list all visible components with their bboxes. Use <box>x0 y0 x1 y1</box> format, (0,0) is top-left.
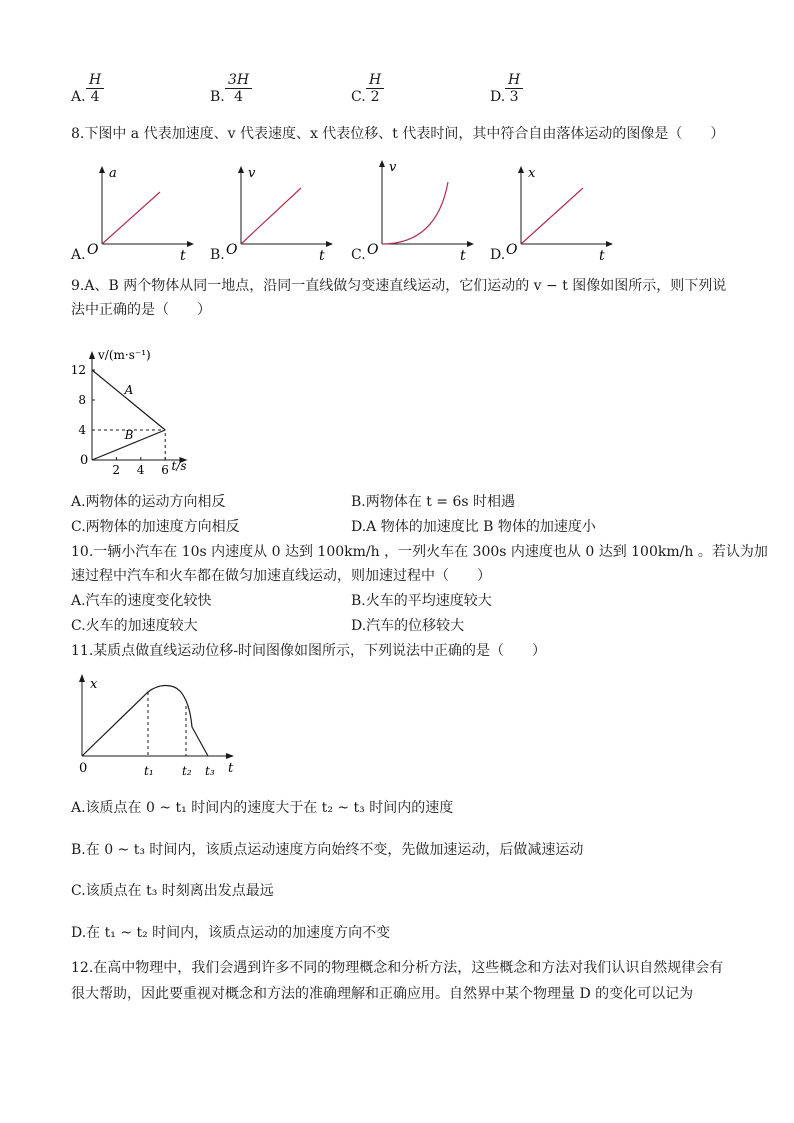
q7-option-d-fraction: $\frac{H}{3}$ <box>505 72 523 105</box>
q10-option-c[interactable]: C.火车的加速度较大 <box>71 618 198 634</box>
q11-option-d[interactable]: D.在 t₁ ~ t₂ 时间内，该质点运动的加速度方向不变 <box>71 925 391 941</box>
q9-y-tick-4: 4 <box>78 423 86 437</box>
q11-option-a[interactable]: A.该质点在 0 ~ t₁ 时间内的速度大于在 t₂ ~ t₃ 时间内的速度 <box>71 800 454 816</box>
q8-graph-d-origin: O <box>506 242 518 258</box>
q7-option-c-fraction: $\frac{H}{2}$ <box>366 72 384 105</box>
q11-xt-graph <box>70 672 250 782</box>
q10-option-b[interactable]: B.火车的平均速度较大 <box>351 593 492 609</box>
q9-option-b[interactable]: B.两物体在 t = 6s 时相遇 <box>351 494 515 510</box>
q10-option-d[interactable]: D.汽车的位移较大 <box>351 618 465 634</box>
q8-graph-c-label[interactable]: C. <box>351 247 366 263</box>
q12-line1: 12.在高中物理中，我们会遇到许多不同的物理概念和分析方法，这些概念和方法对我们认识自然规律会有 <box>71 960 724 976</box>
q9-x-tick-2: 2 <box>112 463 121 477</box>
q9-y-axis-arrow <box>89 351 95 359</box>
q8-graph-a <box>84 162 196 262</box>
q8-graph-b-y-axis-label: v <box>248 166 256 181</box>
q7-option-c-label[interactable]: C. <box>351 89 366 105</box>
q9-stem-line1: 9.A、B 两个物体从同一地点，沿同一直线做匀变速直线运动，它们运动的 v − t 图像如图所示，则下列说 <box>71 278 727 294</box>
q9-y-axis-label: v/(m·s⁻¹) <box>98 348 151 362</box>
q9-series-label-b: B <box>124 428 134 442</box>
q11-tick-t3: t₃ <box>205 764 215 778</box>
q11-option-c[interactable]: C.该质点在 t₃ 时刻离出发点最远 <box>71 883 274 899</box>
q10-option-a[interactable]: A.汽车的速度变化较快 <box>71 593 212 609</box>
q8-graph-b-label[interactable]: B. <box>210 247 225 263</box>
q11-tick-t2: t₂ <box>182 764 192 778</box>
q11-stem: 11.某质点做直线运动位移-时间图像如图所示，下列说法中正确的是（ ） <box>71 643 546 659</box>
q7-option-a-label[interactable]: A. <box>71 89 86 105</box>
q8-graph-a-origin: O <box>87 242 99 258</box>
q8-stem: 8.下图中 a 代表加速度、v 代表速度、x 代表位移、t 代表时间，其中符合自由落体运动的图像是（ ） <box>71 126 725 142</box>
q11-option-b[interactable]: B.在 0 ~ t₃ 时间内，该质点运动速度方向始终不变，先做加速运动，后做减速运动 <box>71 842 584 858</box>
q11-curve <box>82 685 208 756</box>
q7-option-a-fraction: $\frac{H}{4}$ <box>86 72 104 105</box>
q10-stem-line1: 10.一辆小汽车在 10s 内速度从 0 达到 100km/h ，一列火车在 300s 内速度也从 0 达到 100km/h 。若认为加 <box>71 544 768 560</box>
q9-x-tick-6: 6 <box>161 463 169 477</box>
q7-option-b-label[interactable]: B. <box>210 89 225 105</box>
q9-option-d[interactable]: D.A 物体的加速度比 B 物体的加速度小 <box>351 519 596 535</box>
q11-y-axis-label: x <box>90 677 98 692</box>
q9-vt-chart <box>70 336 250 476</box>
q11-origin-label: 0 <box>79 761 88 776</box>
q12-line2: 很大帮助，因此要重视对概念和方法的准确理解和正确应用。自然界中某个物理量 D 的变化可以记为 <box>71 986 694 1002</box>
q8-graph-c-x-axis-label: t <box>460 248 466 264</box>
q9-option-c[interactable]: C.两物体的加速度方向相反 <box>71 519 240 535</box>
q9-y-tick-8: 8 <box>78 393 86 407</box>
q8-graph-a-label[interactable]: A. <box>71 247 86 263</box>
q8-graph-d-y-axis-label: x <box>528 166 536 181</box>
q8-graph-a-x-axis-label: t <box>180 248 186 264</box>
q8-graph-d-x-axis-label: t <box>599 248 605 264</box>
q11-tick-t1: t₁ <box>144 764 154 778</box>
q9-y-tick-12: 12 <box>70 363 86 377</box>
q9-series-label-a: A <box>124 383 134 397</box>
q9-x-axis-label: t/s <box>171 459 187 473</box>
q8-graph-d-label[interactable]: D. <box>490 247 506 263</box>
q10-stem-line2: 速过程中汽车和火车都在做匀加速直线运动，则加速过程中（ ） <box>71 568 491 584</box>
q8-graph-b-x-axis-label: t <box>319 248 325 264</box>
q9-stem-line2: 法中正确的是（ ） <box>71 302 211 318</box>
q7-option-b-fraction: $\frac{3H}{4}$ <box>225 72 252 105</box>
q8-graph-b-origin: O <box>226 242 238 258</box>
q8-graph-b <box>223 162 335 262</box>
q11-x-axis-label: t <box>228 761 234 776</box>
q9-series-line-a <box>92 370 165 430</box>
q7-option-d-label[interactable]: D. <box>490 89 506 105</box>
q8-graph-c-origin: O <box>367 242 379 258</box>
q8-graph-c <box>364 156 476 262</box>
q8-graph-a-y-axis-label: a <box>109 166 117 181</box>
q9-option-a[interactable]: A.两物体的运动方向相反 <box>71 494 226 510</box>
q9-origin-label: 0 <box>80 453 89 468</box>
q9-x-tick-4: 4 <box>136 463 145 477</box>
q8-graph-d <box>503 162 615 262</box>
q8-graph-c-y-axis-label: v <box>389 160 397 175</box>
